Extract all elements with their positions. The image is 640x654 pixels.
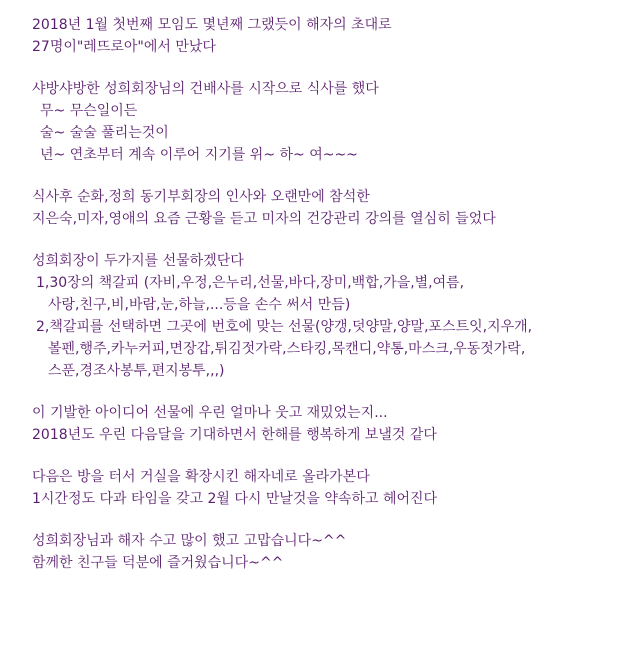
text-line: 술~ 술술 풀리는것이 [40,125,169,141]
text-line: 무~ 무슨일이든 [40,103,138,119]
text-line: 다음은 방을 터서 거실을 확장시킨 해자네로 올라가본다 [32,469,370,485]
text-line: 함께한 친구들 덕분에 즐거웠습니다~^^ [32,555,284,571]
paragraph-after-meal [32,186,640,230]
text-line: 2018년 1월 첫번째 모임도 몇년째 그랬듯이 해자의 초대로 [32,17,392,33]
paragraph-meeting-intro [32,14,640,58]
text-line: 27명이"레뜨로아"에서 만났다 [32,39,216,55]
text-line: 지은숙,미자,영애의 요즘 근황을 듣고 미자의 건강관리 강의를 열심히 들었다 [32,211,496,227]
paragraph-next [32,466,640,510]
paragraph-toast [32,78,640,166]
text-line: 2018년도 우린 다음달을 기대하면서 한해를 행복하게 보낼것 같다 [32,427,437,443]
text-line: 사랑,친구,비,바람,눈,하늘,...등을 손수 써서 만듬) [48,297,351,313]
paragraph-fun [32,402,640,446]
text-line: 1시간정도 다과 타임을 갖고 2월 다시 만날것을 약속하고 헤어진다 [32,491,438,507]
text-line: 식사후 순화,정희 동기부회장의 인사와 오랜만에 참석한 [32,189,370,205]
text-line: 성희회장이 두가지를 선물하겠단다 [32,253,244,269]
paragraph-thanks [32,530,640,574]
text-line: 년~ 연초부터 계속 이루어 지기를 위~ 하~ 여~~~ [40,147,358,163]
text-line: 성희회장님과 해자 수고 많이 했고 고맙습니다~^^ [32,533,347,549]
text-line: 이 기발한 아이디어 선물에 우린 얼마나 웃고 재밌었는지... [32,405,388,421]
text-line: 1,30장의 책갈피 (자비,우정,은누리,선물,바다,장미,백합,가을,별,여름, [36,275,465,291]
text-line: 스푼,경조사봉투,편지봉투,,,) [48,363,225,379]
text-line: 볼펜,행주,카누커피,면장갑,튀김젓가락,스타킹,목캔디,약통,마스크,우동젓가락, [48,341,526,357]
paragraph-gifts [32,250,640,382]
text-line: 2,책갈피를 선택하면 그곳에 번호에 맞는 선물(양갱,덧양말,양말,포스트잇,지우개, [36,319,533,335]
text-line: 샤방샤방한 성희회장님의 건배사를 시작으로 식사를 했다 [32,81,379,97]
